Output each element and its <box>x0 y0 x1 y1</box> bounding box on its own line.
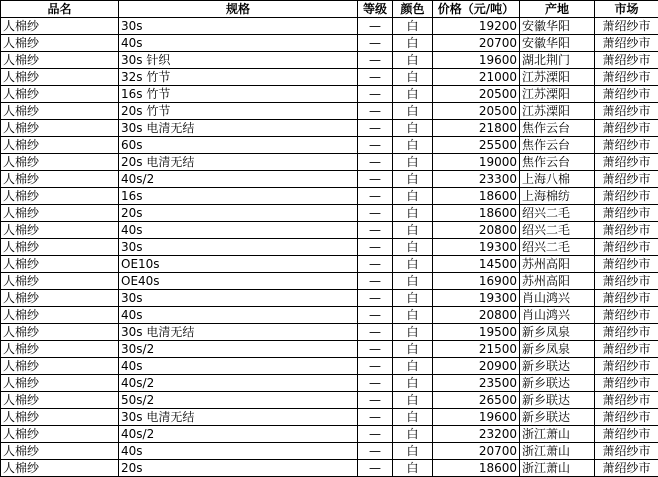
cell-origin: 江苏溧阳 <box>520 86 595 103</box>
cell-product-name: 人棉纱 <box>1 443 119 460</box>
table-row <box>1 290 658 307</box>
header-product-name: 品名 <box>1 1 119 18</box>
cell-grade: — <box>358 307 393 324</box>
cell-market: 萧绍纱市 <box>595 375 658 392</box>
cell-grade: — <box>358 239 393 256</box>
cell-spec: 40s <box>119 358 358 375</box>
table-row <box>1 222 658 239</box>
cell-price: 21500 <box>433 341 520 358</box>
cell-color: 白 <box>393 358 433 375</box>
cell-product-name: 人棉纱 <box>1 460 119 477</box>
cell-product-name: 人棉纱 <box>1 426 119 443</box>
table-row <box>1 120 658 137</box>
cell-origin: 焦作云台 <box>520 137 595 154</box>
cell-product-name: 人棉纱 <box>1 239 119 256</box>
cell-market: 萧绍纱市 <box>595 256 658 273</box>
cell-price: 20900 <box>433 358 520 375</box>
cell-color: 白 <box>393 103 433 120</box>
cell-spec: 40s/2 <box>119 171 358 188</box>
cell-price: 19000 <box>433 154 520 171</box>
cell-price: 19500 <box>433 324 520 341</box>
cell-product-name: 人棉纱 <box>1 358 119 375</box>
cell-color: 白 <box>393 137 433 154</box>
cell-price: 19600 <box>433 52 520 69</box>
cell-product-name: 人棉纱 <box>1 290 119 307</box>
cell-price: 20800 <box>433 307 520 324</box>
cell-product-name: 人棉纱 <box>1 205 119 222</box>
table-row <box>1 443 658 460</box>
cell-spec: 50s/2 <box>119 392 358 409</box>
cell-price: 19200 <box>433 18 520 35</box>
cell-origin: 绍兴二毛 <box>520 239 595 256</box>
cell-product-name: 人棉纱 <box>1 137 119 154</box>
cell-color: 白 <box>393 239 433 256</box>
cell-grade: — <box>358 392 393 409</box>
cell-color: 白 <box>393 392 433 409</box>
cell-market: 萧绍纱市 <box>595 341 658 358</box>
cell-grade: — <box>358 137 393 154</box>
cell-grade: — <box>358 426 393 443</box>
cell-market: 萧绍纱市 <box>595 86 658 103</box>
cell-origin: 安徽华阳 <box>520 18 595 35</box>
cell-origin: 焦作云台 <box>520 154 595 171</box>
cell-color: 白 <box>393 188 433 205</box>
cell-product-name: 人棉纱 <box>1 222 119 239</box>
cell-grade: — <box>358 69 393 86</box>
cell-origin: 新乡联达 <box>520 409 595 426</box>
cell-grade: — <box>358 188 393 205</box>
cell-market: 萧绍纱市 <box>595 392 658 409</box>
cell-origin: 肖山鸿兴 <box>520 290 595 307</box>
cell-price: 14500 <box>433 256 520 273</box>
table-row <box>1 358 658 375</box>
cell-spec: 40s <box>119 307 358 324</box>
cell-spec: 20s 电清无结 <box>119 154 358 171</box>
cell-market: 萧绍纱市 <box>595 222 658 239</box>
cell-market: 萧绍纱市 <box>595 188 658 205</box>
table-row <box>1 154 658 171</box>
cell-product-name: 人棉纱 <box>1 18 119 35</box>
table-row <box>1 35 658 52</box>
cell-product-name: 人棉纱 <box>1 392 119 409</box>
cell-origin: 苏州高阳 <box>520 273 595 290</box>
cell-color: 白 <box>393 18 433 35</box>
cell-price: 25500 <box>433 137 520 154</box>
cell-spec: 40s <box>119 443 358 460</box>
cell-color: 白 <box>393 409 433 426</box>
cell-spec: 40s/2 <box>119 375 358 392</box>
cell-color: 白 <box>393 171 433 188</box>
cell-origin: 绍兴二毛 <box>520 205 595 222</box>
cell-grade: — <box>358 103 393 120</box>
cell-price: 18600 <box>433 205 520 222</box>
cell-spec: 40s <box>119 222 358 239</box>
cell-color: 白 <box>393 341 433 358</box>
cell-color: 白 <box>393 375 433 392</box>
cell-grade: — <box>358 222 393 239</box>
cell-spec: 60s <box>119 137 358 154</box>
cell-spec: 30s 电清无结 <box>119 409 358 426</box>
table-row <box>1 205 658 222</box>
cell-market: 萧绍纱市 <box>595 154 658 171</box>
cell-grade: — <box>358 324 393 341</box>
cell-color: 白 <box>393 86 433 103</box>
cell-product-name: 人棉纱 <box>1 409 119 426</box>
table-row <box>1 188 658 205</box>
cell-price: 20500 <box>433 86 520 103</box>
cell-grade: — <box>358 273 393 290</box>
cell-market: 萧绍纱市 <box>595 171 658 188</box>
cell-price: 21800 <box>433 120 520 137</box>
cell-color: 白 <box>393 222 433 239</box>
cell-price: 18600 <box>433 460 520 477</box>
cell-origin: 肖山鸿兴 <box>520 307 595 324</box>
cell-spec: 16s 竹节 <box>119 86 358 103</box>
cell-origin: 新乡凤泉 <box>520 341 595 358</box>
table-row <box>1 137 658 154</box>
cell-grade: — <box>358 375 393 392</box>
cell-spec: 16s <box>119 188 358 205</box>
cell-color: 白 <box>393 443 433 460</box>
cell-product-name: 人棉纱 <box>1 120 119 137</box>
table-row <box>1 307 658 324</box>
cell-market: 萧绍纱市 <box>595 69 658 86</box>
cell-product-name: 人棉纱 <box>1 256 119 273</box>
cell-origin: 苏州高阳 <box>520 256 595 273</box>
cell-price: 20800 <box>433 222 520 239</box>
cell-market: 萧绍纱市 <box>595 18 658 35</box>
table-row <box>1 239 658 256</box>
table-row <box>1 273 658 290</box>
cell-price: 23300 <box>433 171 520 188</box>
cell-origin: 上海棉纺 <box>520 188 595 205</box>
cell-product-name: 人棉纱 <box>1 188 119 205</box>
cell-grade: — <box>358 120 393 137</box>
cell-product-name: 人棉纱 <box>1 52 119 69</box>
cell-spec: 20s 竹节 <box>119 103 358 120</box>
cell-price: 20700 <box>433 443 520 460</box>
cell-spec: 32s 竹节 <box>119 69 358 86</box>
cell-color: 白 <box>393 307 433 324</box>
cell-price: 19300 <box>433 239 520 256</box>
cell-grade: — <box>358 52 393 69</box>
cell-market: 萧绍纱市 <box>595 205 658 222</box>
cell-market: 萧绍纱市 <box>595 120 658 137</box>
table-row <box>1 341 658 358</box>
table-row <box>1 18 658 35</box>
table-row <box>1 171 658 188</box>
cell-spec: 30s <box>119 239 358 256</box>
cell-product-name: 人棉纱 <box>1 307 119 324</box>
cell-market: 萧绍纱市 <box>595 52 658 69</box>
table-row <box>1 375 658 392</box>
cell-grade: — <box>358 18 393 35</box>
cell-origin: 湖北荆门 <box>520 52 595 69</box>
cell-price: 18600 <box>433 188 520 205</box>
cell-origin: 浙江萧山 <box>520 426 595 443</box>
cell-product-name: 人棉纱 <box>1 375 119 392</box>
cell-product-name: 人棉纱 <box>1 154 119 171</box>
cell-market: 萧绍纱市 <box>595 426 658 443</box>
cell-spec: 30s 电清无结 <box>119 324 358 341</box>
cell-product-name: 人棉纱 <box>1 273 119 290</box>
cell-origin: 浙江萧山 <box>520 460 595 477</box>
cell-grade: — <box>358 256 393 273</box>
cell-spec: 20s <box>119 460 358 477</box>
table-row <box>1 426 658 443</box>
cell-origin: 新乡凤泉 <box>520 324 595 341</box>
cell-price: 21000 <box>433 69 520 86</box>
cell-spec: OE40s <box>119 273 358 290</box>
cell-origin: 新乡联达 <box>520 358 595 375</box>
cell-market: 萧绍纱市 <box>595 460 658 477</box>
cell-price: 20500 <box>433 103 520 120</box>
cell-color: 白 <box>393 460 433 477</box>
cell-grade: — <box>358 86 393 103</box>
cell-color: 白 <box>393 256 433 273</box>
cell-spec: 30s 针织 <box>119 52 358 69</box>
cell-grade: — <box>358 409 393 426</box>
table-body <box>1 18 658 477</box>
cell-price: 23200 <box>433 426 520 443</box>
cell-market: 萧绍纱市 <box>595 358 658 375</box>
table-row <box>1 69 658 86</box>
cell-grade: — <box>358 171 393 188</box>
cell-market: 萧绍纱市 <box>595 409 658 426</box>
cell-market: 萧绍纱市 <box>595 307 658 324</box>
table-row <box>1 103 658 120</box>
cell-grade: — <box>358 154 393 171</box>
cell-color: 白 <box>393 273 433 290</box>
cell-price: 26500 <box>433 392 520 409</box>
table-row <box>1 392 658 409</box>
cell-spec: 40s/2 <box>119 426 358 443</box>
cell-market: 萧绍纱市 <box>595 137 658 154</box>
header-row <box>1 1 658 18</box>
cell-market: 萧绍纱市 <box>595 290 658 307</box>
header-market: 市场 <box>595 1 658 18</box>
table-row <box>1 324 658 341</box>
cell-grade: — <box>358 341 393 358</box>
cell-color: 白 <box>393 120 433 137</box>
cell-grade: — <box>358 290 393 307</box>
cell-color: 白 <box>393 69 433 86</box>
cell-product-name: 人棉纱 <box>1 35 119 52</box>
cell-spec: 30s <box>119 18 358 35</box>
table-row <box>1 86 658 103</box>
table-row <box>1 52 658 69</box>
cell-spec: OE10s <box>119 256 358 273</box>
cell-spec: 40s <box>119 35 358 52</box>
cell-origin: 江苏溧阳 <box>520 69 595 86</box>
cell-grade: — <box>358 205 393 222</box>
cell-product-name: 人棉纱 <box>1 103 119 120</box>
cell-product-name: 人棉纱 <box>1 69 119 86</box>
cell-color: 白 <box>393 426 433 443</box>
cell-spec: 30s/2 <box>119 341 358 358</box>
header-spec: 规格 <box>119 1 358 18</box>
cell-color: 白 <box>393 290 433 307</box>
cell-origin: 新乡联达 <box>520 375 595 392</box>
table-row <box>1 256 658 273</box>
cell-market: 萧绍纱市 <box>595 103 658 120</box>
cell-price: 19300 <box>433 290 520 307</box>
cell-grade: — <box>358 460 393 477</box>
header-price: 价格（元/吨） <box>433 1 520 18</box>
cell-price: 16900 <box>433 273 520 290</box>
table-row <box>1 409 658 426</box>
cell-origin: 浙江萧山 <box>520 443 595 460</box>
header-origin: 产地 <box>520 1 595 18</box>
cell-origin: 新乡联达 <box>520 392 595 409</box>
cell-spec: 30s <box>119 290 358 307</box>
cell-color: 白 <box>393 52 433 69</box>
cell-product-name: 人棉纱 <box>1 171 119 188</box>
cell-price: 19600 <box>433 409 520 426</box>
cell-price: 20700 <box>433 35 520 52</box>
cell-color: 白 <box>393 324 433 341</box>
cell-price: 23500 <box>433 375 520 392</box>
cell-grade: — <box>358 35 393 52</box>
cell-product-name: 人棉纱 <box>1 324 119 341</box>
header-grade: 等级 <box>358 1 393 18</box>
header-color: 颜色 <box>393 1 433 18</box>
cell-color: 白 <box>393 205 433 222</box>
cell-market: 萧绍纱市 <box>595 443 658 460</box>
cell-spec: 20s <box>119 205 358 222</box>
cell-market: 萧绍纱市 <box>595 324 658 341</box>
cell-origin: 焦作云台 <box>520 120 595 137</box>
cell-grade: — <box>358 443 393 460</box>
cell-color: 白 <box>393 154 433 171</box>
cell-market: 萧绍纱市 <box>595 273 658 290</box>
cell-spec: 30s 电清无结 <box>119 120 358 137</box>
cell-market: 萧绍纱市 <box>595 35 658 52</box>
cell-color: 白 <box>393 35 433 52</box>
cell-product-name: 人棉纱 <box>1 86 119 103</box>
table-row <box>1 460 658 477</box>
cell-origin: 安徽华阳 <box>520 35 595 52</box>
cell-grade: — <box>358 358 393 375</box>
cell-origin: 江苏溧阳 <box>520 103 595 120</box>
cell-product-name: 人棉纱 <box>1 341 119 358</box>
cell-market: 萧绍纱市 <box>595 239 658 256</box>
cell-origin: 上海八棉 <box>520 171 595 188</box>
cell-origin: 绍兴二毛 <box>520 222 595 239</box>
